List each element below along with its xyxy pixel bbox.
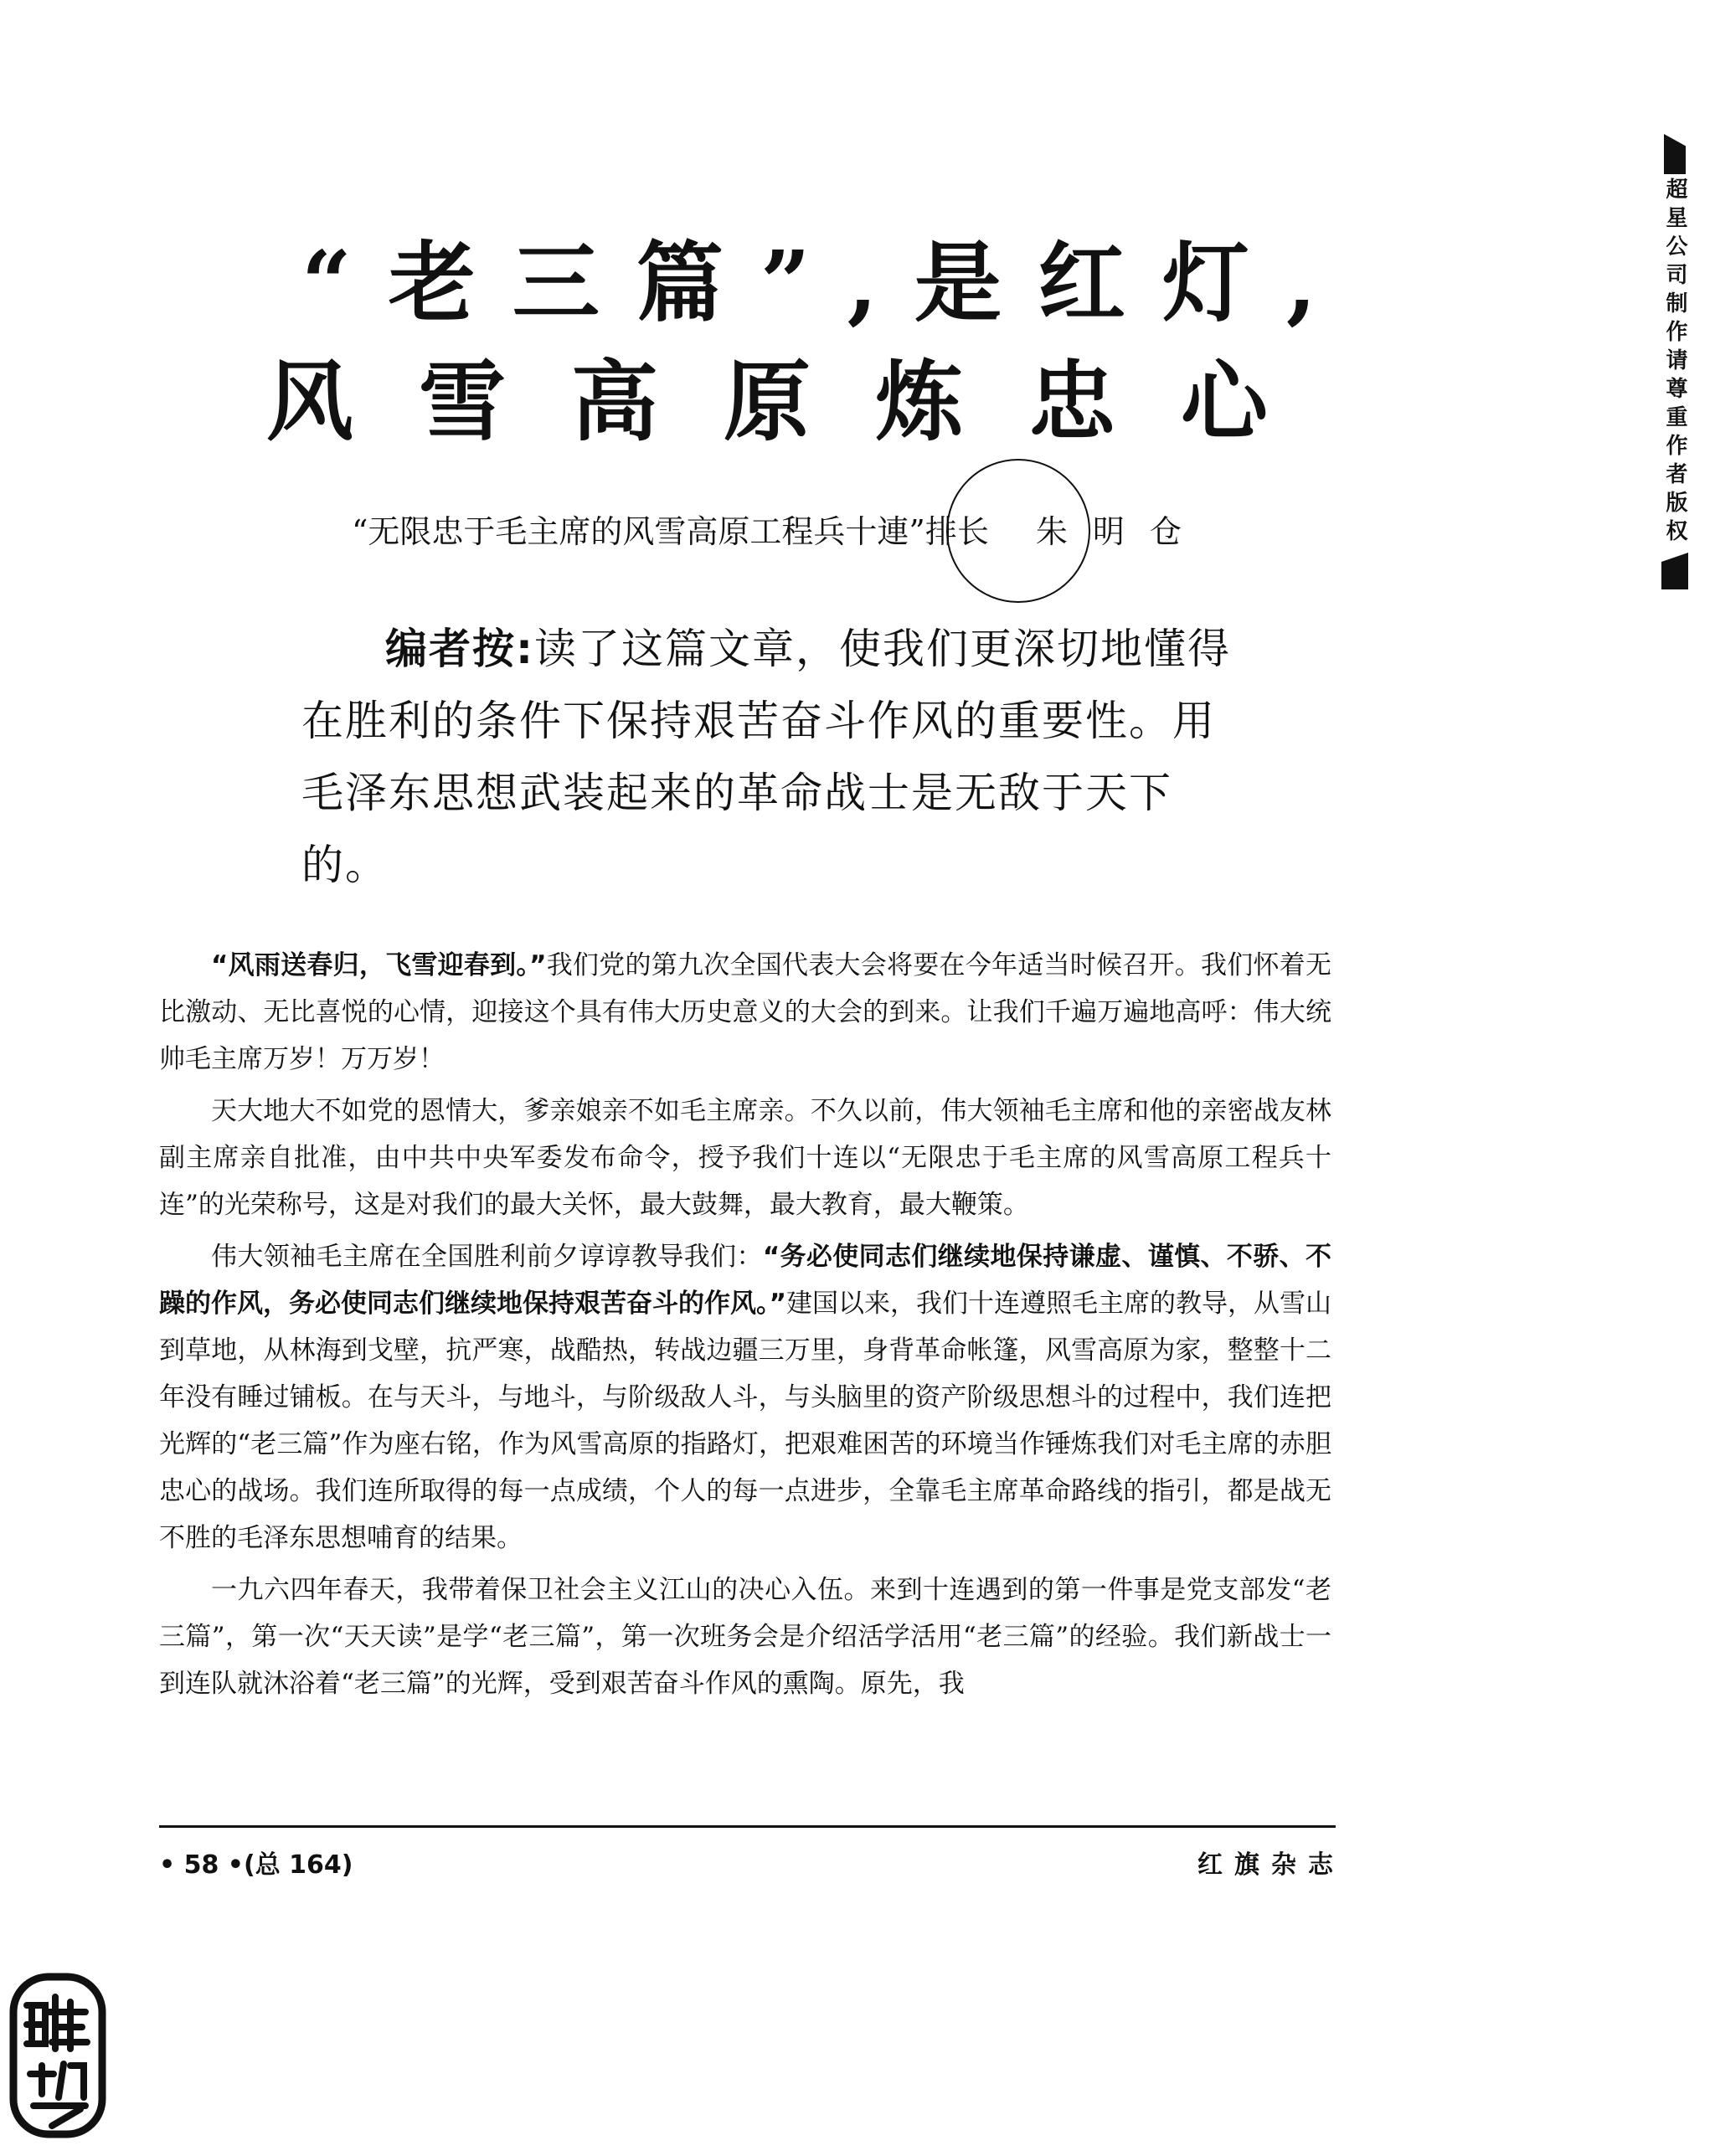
footer-rule: [159, 1825, 1336, 1828]
quote-bold: “风雨送春归，飞雪迎春到。”: [211, 950, 547, 980]
seal-stamp-icon: [8, 1972, 107, 2139]
copyright-notice: [1656, 134, 1693, 589]
journal-name: 红旗杂志: [1197, 1850, 1345, 1880]
paragraph-text: 伟大领袖毛主席在全国胜利前夕谆谆教导我们：: [211, 1242, 763, 1272]
hand-drawn-circle: [946, 459, 1090, 603]
article-title-line-1: “老三篇”,是红灯,: [301, 231, 1354, 334]
author-affiliation: “无限忠于毛主席的风雪高原工程兵十連”排长: [352, 513, 989, 550]
article-title-line-2: 风雪高原炼忠心: [266, 350, 1334, 453]
paragraph: 天大地大不如党的恩情大，爹亲娘亲不如毛主席亲。不久以前，伟大领袖毛主席和他的亲密战友林副主席亲自批准，由中共中央军委发布命令，授予我们十连以“无限忠于毛主席的风雪高原工程兵十连”的光荣称号，这是对我们的最大关怀，最大鼓舞，最大教育，最大鞭策。: [159, 1096, 1331, 1220]
editor-note: [301, 613, 1231, 901]
paragraph-text: 建国以来，我们十连遵照毛主席的教导，从雪山到草地，从林海到戈壁，抗严寒，战酷热，转战边疆三万里，身背革命帐篷，风雪高原为家，整整十二年没有睡过铺板。在与天斗，与地斗，与阶级敌人斗，与头脑里的资产阶级思想斗的过程中，我们连把光辉的“老三篇”作为座右铭，作为风雪高原的指路灯，把艰难困苦的环境当作锤炼我们对毛主席的赤胆忠心的战场。我们连所取得的每一点成绩，个人的每一点进步，全靠毛主席革命路线的指引，都是战无不胜的毛泽东思想哺育的结果。: [159, 1289, 1332, 1553]
page-number: • 58 •(总 164): [159, 1850, 353, 1880]
paragraph: [159, 1233, 1331, 1562]
notice-bar-bottom: [1661, 553, 1688, 589]
editor-note-text: 读了这篇文章，使我们更深切地懂得在胜利的条件下保持艰苦奋斗作风的重要性。用毛泽东思想武装起来的革命战士是无敌于天下的。: [301, 625, 1231, 889]
quote-bold: “务必使同志们继续地保持谦虚、谨慎、不骄、不躁的作风，务必使同志们继续地保持艰苦奋斗的作风。”: [159, 1242, 1331, 1319]
editor-note-label: 编者按:: [385, 625, 534, 673]
notice-bar-top: [1664, 134, 1686, 174]
article-body: [159, 942, 1331, 1712]
copyright-notice-text: 超星公司制作请尊重作者版权: [1662, 178, 1687, 548]
paragraph-text: 我们党的第九次全国代表大会将要在今年适当时候召开。我们怀着无比激动、无比喜悦的心情，迎接这个具有伟大历史意义的大会的到来。让我们千遍万遍地高呼：伟大统帅毛主席万岁！万万岁！: [159, 950, 1331, 1074]
author-name: 朱明仓: [1035, 513, 1207, 550]
paragraph: 一九六四年春天，我带着保卫社会主义江山的决心入伍。来到十连遇到的第一件事是党支部发“老三篇”，第一次“天天读”是学“老三篇”，第一次班务会是介绍活学活用“老三篇”的经验。我们新战士一到连队就沐浴着“老三篇”的光辉，受到艰苦奋斗作风的熏陶。原先，我: [159, 1575, 1331, 1699]
paragraph: [159, 942, 1331, 1083]
